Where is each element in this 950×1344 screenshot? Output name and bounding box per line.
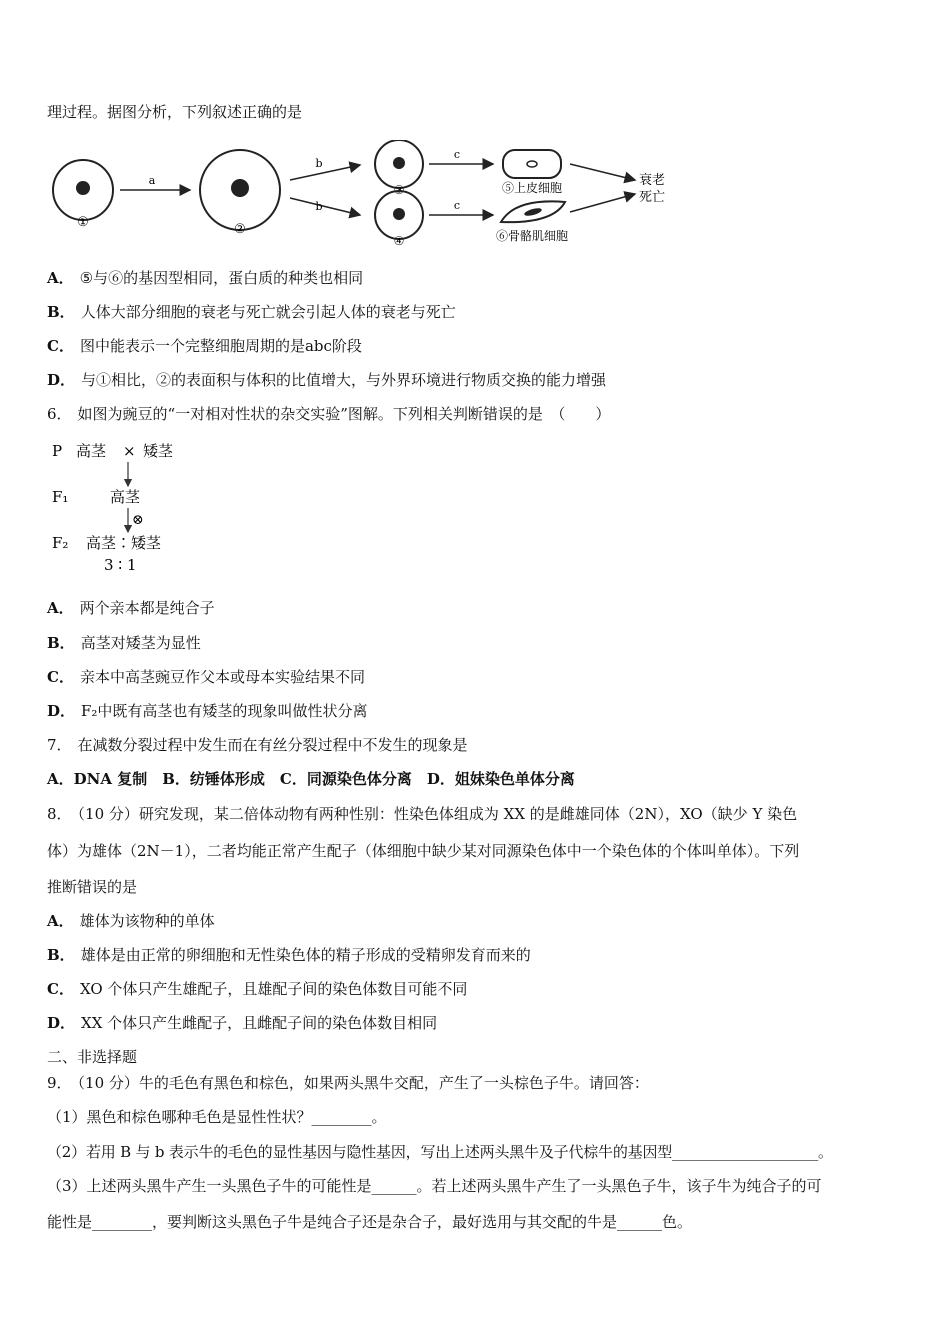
cross-symbol: ×: [123, 442, 136, 460]
q5-option-a: A． ⑤与⑥的基因型相同，蛋白质的种类也相同: [47, 269, 364, 287]
label-3: ③: [393, 183, 405, 197]
p-parent-tall: 高茎: [76, 442, 107, 460]
self-symbol: ⊗: [132, 512, 144, 528]
arrow-to-outcome-up: [570, 164, 635, 180]
cell-1: [53, 160, 113, 220]
f1-label: F₁: [52, 488, 69, 506]
q9-sub1: （1）黑色和棕色哪种毛色是显性性状？________。: [47, 1108, 387, 1126]
arrow-c-down-label: c: [453, 199, 461, 212]
q6-option-a: A． 两个亲本都是纯合子: [47, 599, 215, 617]
q8-option-d: D． XX 个体只产生雌配子，且雌配子间的染色体数目相同: [47, 1014, 438, 1032]
arrow-a-label: a: [148, 174, 156, 187]
cell-5-label: ⑤上皮细胞: [501, 181, 563, 195]
cell-diagram: [45, 140, 695, 250]
arrow-b-up-label: b: [315, 157, 323, 170]
q5-option-b: B． 人体大部分细胞的衰老与死亡就会引起人体的衰老与死亡: [47, 303, 456, 321]
q6-option-c: C． 亲本中高茎豌豆作父本或母本实验结果不同: [47, 668, 365, 686]
q9-sub3-line1: （3）上述两头黑牛产生一头黑色子牛的可能性是______。若上述两头黑牛产生了一头黑色子牛，该子牛为纯合子的可: [47, 1177, 822, 1195]
f1-trait: 高茎: [110, 488, 141, 506]
outcome-line2: 死亡: [639, 190, 666, 205]
q6-option-b: B． 高茎对矮茎为显性: [47, 634, 201, 652]
q8-option-a: A． 雄体为该物种的单体: [47, 912, 215, 930]
arrow-b-down: [290, 198, 360, 215]
q5-option-d: D． 与①相比，②的表面积与体积的比值增大，与外界环境进行物质交换的能力增强: [47, 371, 607, 389]
cross-diagram: [48, 438, 208, 578]
q6-option-d: D． F₂中既有高茎也有矮茎的现象叫做性状分离: [47, 702, 368, 720]
label-4: ④: [393, 234, 405, 248]
section-heading: 二、非选择题: [47, 1048, 138, 1066]
cell-3: [375, 140, 423, 188]
q8-stem-line1: 8． （10 分）研究发现，某二倍体动物有两种性别：性染色体组成为 XX 的是雌雄同体（2N），XO（缺少 Y 染色: [47, 805, 798, 823]
f2-label: F₂: [52, 534, 69, 552]
arrow-b-up: [290, 165, 360, 180]
q8-stem-line2: 体）为雄体（2N－1），二者均能正常产生配子（体细胞中缺少某对同源染色体中一个染色体的个体叫单体）。下列: [47, 842, 800, 860]
q8-stem-line3: 推断错误的是: [47, 878, 138, 896]
muscle-cell: [501, 201, 565, 222]
f2-traits: 高茎∶矮茎: [86, 534, 162, 552]
q7-options: A．DNA 复制 B．纺锤体形成 C．同源染色体分离 D．姐妹染色单体分离: [47, 770, 575, 788]
p-label: P: [52, 442, 63, 460]
outcome-line1: 衰老: [639, 173, 666, 188]
cell-6-label: ⑥骨骼肌细胞: [495, 229, 569, 243]
label-1: ①: [77, 215, 89, 230]
f2-ratio: 3 ∶ 1: [104, 556, 137, 574]
q9-stem: 9． （10 分）牛的毛色有黑色和棕色，如果两头黑牛交配，产生了一头棕色子牛。请回答：: [47, 1074, 649, 1092]
arrow-b-down-label: b: [315, 200, 323, 213]
q7-stem: 7． 在减数分裂过程中发生而在有丝分裂过程中不发生的现象是: [47, 736, 468, 754]
q6-stem: 6． 如图为豌豆的“一对相对性状的杂交实验”图解。下列相关判断错误的是 （ ）: [47, 405, 611, 423]
arrow-c-up-label: c: [453, 148, 461, 161]
epithelial-cell: [503, 150, 561, 178]
label-2: ②: [234, 222, 246, 237]
q8-option-b: B． 雄体是由正常的卵细胞和无性染色体的精子形成的受精卵发育而来的: [47, 946, 531, 964]
p-parent-short: 矮茎: [143, 442, 174, 460]
arrow-to-outcome-down: [570, 194, 635, 212]
intro-line: 理过程。据图分析，下列叙述正确的是: [47, 103, 303, 121]
cell-4: [375, 191, 423, 239]
cell-2: [200, 150, 280, 230]
q9-sub3-line2: 能性是________，要判断这头黑色子牛是纯合子还是杂合子，最好选用与其交配的牛是______色。: [47, 1213, 693, 1231]
q5-option-c: C． 图中能表示一个完整细胞周期的是abc阶段: [47, 337, 362, 355]
q8-option-c: C． XO 个体只产生雄配子，且雄配子间的染色体数目可能不同: [47, 980, 468, 998]
q9-sub2: （2）若用 B 与 b 表示牛的毛色的显性基因与隐性基因，写出上述两头黑牛及子代棕牛的基因型____________________。: [47, 1143, 833, 1161]
